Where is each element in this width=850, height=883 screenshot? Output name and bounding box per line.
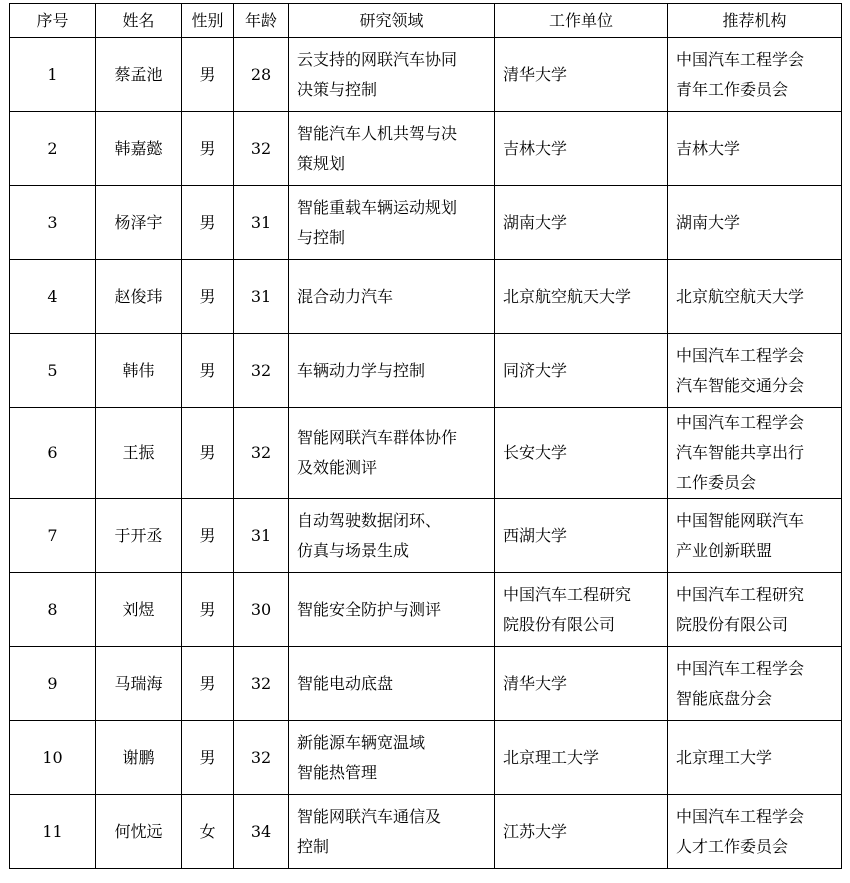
cell-index: 2 <box>10 112 96 186</box>
cell-recommending-org: 中国汽车工程学会 青年工作委员会 <box>668 38 842 112</box>
cell-recommending-org: 中国汽车工程学会 人才工作委员会 <box>668 795 842 869</box>
cell-work-unit: 清华大学 <box>495 647 668 721</box>
header-research-field: 研究领域 <box>289 4 495 38</box>
cell-age: 31 <box>234 260 289 334</box>
cell-index: 7 <box>10 499 96 573</box>
table-row <box>10 334 842 408</box>
cell-gender: 男 <box>182 647 234 721</box>
cell-age: 32 <box>234 647 289 721</box>
cell-work-unit: 北京理工大学 <box>495 721 668 795</box>
table-row <box>10 38 842 112</box>
table-row <box>10 721 842 795</box>
cell-index: 1 <box>10 38 96 112</box>
cell-index: 11 <box>10 795 96 869</box>
cell-recommending-org: 中国智能网联汽车 产业创新联盟 <box>668 499 842 573</box>
cell-research-field: 新能源车辆宽温域 智能热管理 <box>289 721 495 795</box>
cell-index: 4 <box>10 260 96 334</box>
cell-age: 31 <box>234 499 289 573</box>
cell-name: 何忱远 <box>96 795 182 869</box>
header-name: 姓名 <box>96 4 182 38</box>
cell-gender: 男 <box>182 334 234 408</box>
cell-recommending-org: 北京航空航天大学 <box>668 260 842 334</box>
cell-research-field: 智能安全防护与测评 <box>289 573 495 647</box>
cell-age: 28 <box>234 38 289 112</box>
cell-gender: 男 <box>182 186 234 260</box>
cell-work-unit: 吉林大学 <box>495 112 668 186</box>
cell-work-unit: 北京航空航天大学 <box>495 260 668 334</box>
cell-recommending-org: 吉林大学 <box>668 112 842 186</box>
cell-recommending-org: 中国汽车工程学会 汽车智能交通分会 <box>668 334 842 408</box>
cell-gender: 男 <box>182 112 234 186</box>
cell-work-unit: 西湖大学 <box>495 499 668 573</box>
table-row <box>10 112 842 186</box>
recommendation-table <box>9 3 842 869</box>
cell-work-unit: 中国汽车工程研究 院股份有限公司 <box>495 573 668 647</box>
cell-research-field: 混合动力汽车 <box>289 260 495 334</box>
cell-name: 赵俊玮 <box>96 260 182 334</box>
cell-research-field: 智能网联汽车群体协作 及效能测评 <box>289 408 495 499</box>
cell-research-field: 智能电动底盘 <box>289 647 495 721</box>
cell-index: 8 <box>10 573 96 647</box>
header-work-unit: 工作单位 <box>495 4 668 38</box>
cell-research-field: 智能网联汽车通信及 控制 <box>289 795 495 869</box>
table-body <box>10 38 842 869</box>
header-index: 序号 <box>10 4 96 38</box>
header-gender: 性别 <box>182 4 234 38</box>
table-row <box>10 573 842 647</box>
cell-age: 30 <box>234 573 289 647</box>
table-row <box>10 499 842 573</box>
cell-research-field: 智能重载车辆运动规划 与控制 <box>289 186 495 260</box>
cell-gender: 男 <box>182 573 234 647</box>
cell-work-unit: 清华大学 <box>495 38 668 112</box>
cell-recommending-org: 北京理工大学 <box>668 721 842 795</box>
cell-recommending-org: 中国汽车工程学会 汽车智能共享出行 工作委员会 <box>668 408 842 499</box>
cell-age: 31 <box>234 186 289 260</box>
cell-name: 刘煜 <box>96 573 182 647</box>
table-row <box>10 408 842 499</box>
header-recommending-org: 推荐机构 <box>668 4 842 38</box>
cell-gender: 男 <box>182 721 234 795</box>
cell-name: 谢鹏 <box>96 721 182 795</box>
cell-recommending-org: 湖南大学 <box>668 186 842 260</box>
cell-gender: 女 <box>182 795 234 869</box>
cell-gender: 男 <box>182 260 234 334</box>
table-row <box>10 260 842 334</box>
cell-index: 9 <box>10 647 96 721</box>
cell-age: 32 <box>234 721 289 795</box>
cell-age: 34 <box>234 795 289 869</box>
cell-age: 32 <box>234 334 289 408</box>
cell-recommending-org: 中国汽车工程学会 智能底盘分会 <box>668 647 842 721</box>
cell-name: 马瑞海 <box>96 647 182 721</box>
cell-research-field: 云支持的网联汽车协同 决策与控制 <box>289 38 495 112</box>
cell-name: 王振 <box>96 408 182 499</box>
cell-index: 3 <box>10 186 96 260</box>
cell-research-field: 智能汽车人机共驾与决 策规划 <box>289 112 495 186</box>
cell-name: 杨泽宇 <box>96 186 182 260</box>
cell-gender: 男 <box>182 408 234 499</box>
header-age: 年龄 <box>234 4 289 38</box>
table-row <box>10 795 842 869</box>
cell-recommending-org: 中国汽车工程研究 院股份有限公司 <box>668 573 842 647</box>
cell-work-unit: 湖南大学 <box>495 186 668 260</box>
header-row <box>10 4 842 38</box>
cell-gender: 男 <box>182 38 234 112</box>
cell-age: 32 <box>234 408 289 499</box>
cell-research-field: 自动驾驶数据闭环、 仿真与场景生成 <box>289 499 495 573</box>
cell-work-unit: 长安大学 <box>495 408 668 499</box>
table-row <box>10 647 842 721</box>
cell-age: 32 <box>234 112 289 186</box>
cell-index: 6 <box>10 408 96 499</box>
cell-index: 10 <box>10 721 96 795</box>
cell-name: 蔡孟池 <box>96 38 182 112</box>
cell-work-unit: 江苏大学 <box>495 795 668 869</box>
cell-gender: 男 <box>182 499 234 573</box>
cell-work-unit: 同济大学 <box>495 334 668 408</box>
cell-index: 5 <box>10 334 96 408</box>
cell-name: 韩伟 <box>96 334 182 408</box>
cell-research-field: 车辆动力学与控制 <box>289 334 495 408</box>
cell-name: 韩嘉懿 <box>96 112 182 186</box>
cell-name: 于开丞 <box>96 499 182 573</box>
table-row <box>10 186 842 260</box>
